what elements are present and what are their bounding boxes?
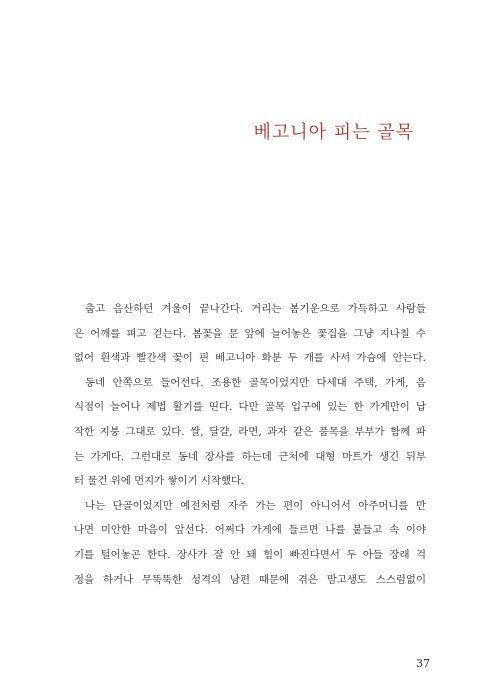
body-text (74, 297, 426, 592)
text-line: 식점이 늘어나 제법 활기를 띤다. 다만 골목 입구에 있는 한 가게만이 납 (74, 401, 426, 414)
text-line: 동네 안쪽으로 들어선다. 조용한 골목이었지만 다세대 주택, 가게, 음 (85, 376, 426, 389)
text-line: 는 가게다. 그런대로 동네 장사를 하는데 근처에 대형 마트가 생긴 뒤부 (74, 450, 426, 463)
text-line: 춥고 음산하던 겨울이 끝나간다. 거리는 봄기운으로 가득하고 사람들 (85, 303, 426, 315)
chapter-title: 베고니아 피는 골목 (253, 122, 414, 143)
text-line: 정을 하거나 무뚝뚝한 성격의 남편 때문에 겪은 맘고생도 스스럼없이 (74, 573, 426, 586)
text-line: 터 물건 위에 먼지가 쌓이기 시작했다. (74, 475, 245, 488)
text-line: 기를 털어놓곤 한다. 장사가 잘 안 돼 힘이 빠진다면서 두 아들 장래 걱 (74, 548, 426, 561)
text-line: 작한 지붕 그대로 있다. 쌀, 달걀, 라면, 과자 같은 품목을 부부가 함께 파 (74, 425, 426, 438)
text-line: 없어 흰색과 빨간색 꽃이 핀 베고니아 화분 두 개를 사서 가슴에 안는다. (74, 352, 426, 365)
text-line: 은 어깨를 펴고 걷는다. 봄꽃을 문 앞에 늘어놓은 꽃집을 그냥 지나칠 수 (74, 327, 426, 340)
text-line: 나는 단골이었지만 예전처럼 자주 가는 편이 아니어서 아주머니를 만 (85, 499, 426, 512)
text-line: 나면 미안한 마음이 앞선다. 어쩌다 가게에 들르면 나를 붙들고 속 이야 (74, 524, 426, 537)
page-number: 37 (416, 657, 430, 670)
